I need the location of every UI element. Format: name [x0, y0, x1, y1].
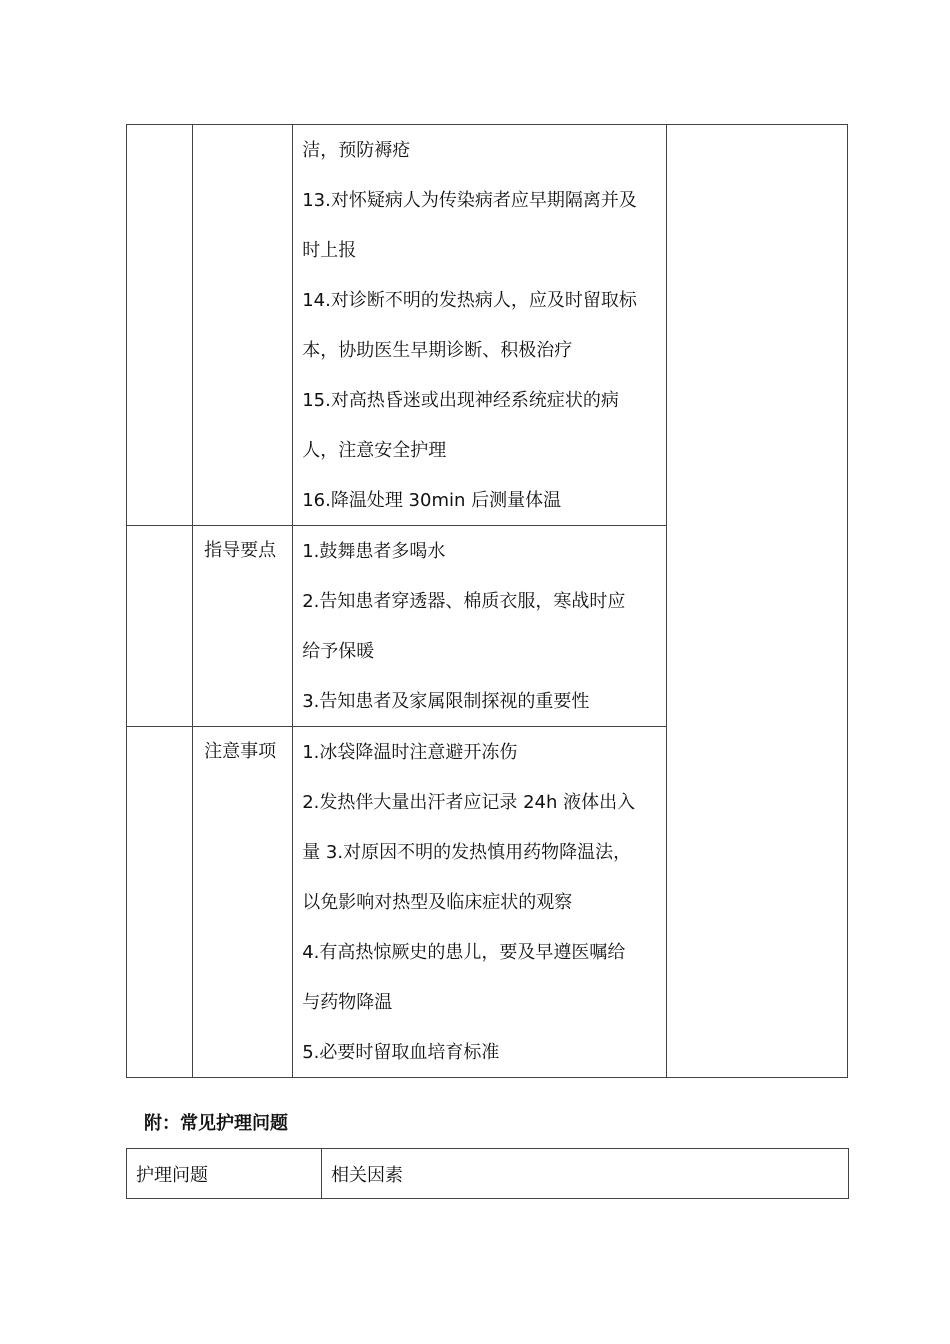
table-row [127, 125, 848, 526]
content-line: 人，注意安全护理 [302, 440, 447, 461]
content-line: 3.告知患者及家属限制探视的重要性 [302, 691, 590, 712]
care-procedure-table [126, 124, 848, 1078]
content-line: 给予保暖 [302, 641, 375, 662]
content-line: 13.对怀疑病人为传染病者应早期隔离并及 [302, 190, 637, 211]
content-line: 洁，预防褥疮 [302, 140, 411, 161]
table-header-row [127, 1149, 849, 1199]
content-line: 14.对诊断不明的发热病人，应及时留取标 [302, 290, 637, 311]
content-line: 2.发热伴大量出汗者应记录 24h 液体出入 [302, 792, 636, 813]
appendix-title: 附：常见护理问题 [144, 1113, 288, 1134]
row-label: 指导要点 [193, 526, 293, 727]
content-line: 16.降温处理 30min 后测量体温 [302, 490, 562, 511]
content-line: 量 3.对原因不明的发热慎用药物降温法， [302, 842, 632, 863]
content-line: 1.冰袋降温时注意避开冻伤 [302, 742, 518, 763]
content-line: 2.告知患者穿透器、棉质衣服，寒战时应 [302, 591, 626, 612]
remarks-cell [666, 125, 847, 1078]
content-line: 1.鼓舞患者多喝水 [302, 541, 446, 562]
content-cell [293, 526, 667, 727]
content-line: 4.有高热惊厥史的患儿，要及早遵医嘱给 [302, 942, 626, 963]
content-line: 5.必要时留取血培育标准 [302, 1042, 500, 1063]
row-label: 注意事项 [193, 727, 293, 1078]
content-line: 15.对高热昏迷或出现神经系统症状的病 [302, 390, 619, 411]
column-header-problem: 护理问题 [127, 1149, 322, 1199]
nursing-problems-table [126, 1148, 849, 1199]
blank-cell [127, 125, 193, 526]
content-line: 以免影响对热型及临床症状的观察 [302, 892, 573, 913]
content-cell [293, 727, 667, 1078]
blank-cell [127, 526, 193, 727]
blank-cell [127, 727, 193, 1078]
content-line: 与药物降温 [302, 992, 393, 1013]
content-line: 时上报 [302, 240, 357, 261]
row-label [193, 125, 293, 526]
column-header-factors: 相关因素 [322, 1149, 849, 1199]
content-line: 本，协助医生早期诊断、积极治疗 [302, 340, 573, 361]
content-cell [293, 125, 667, 526]
